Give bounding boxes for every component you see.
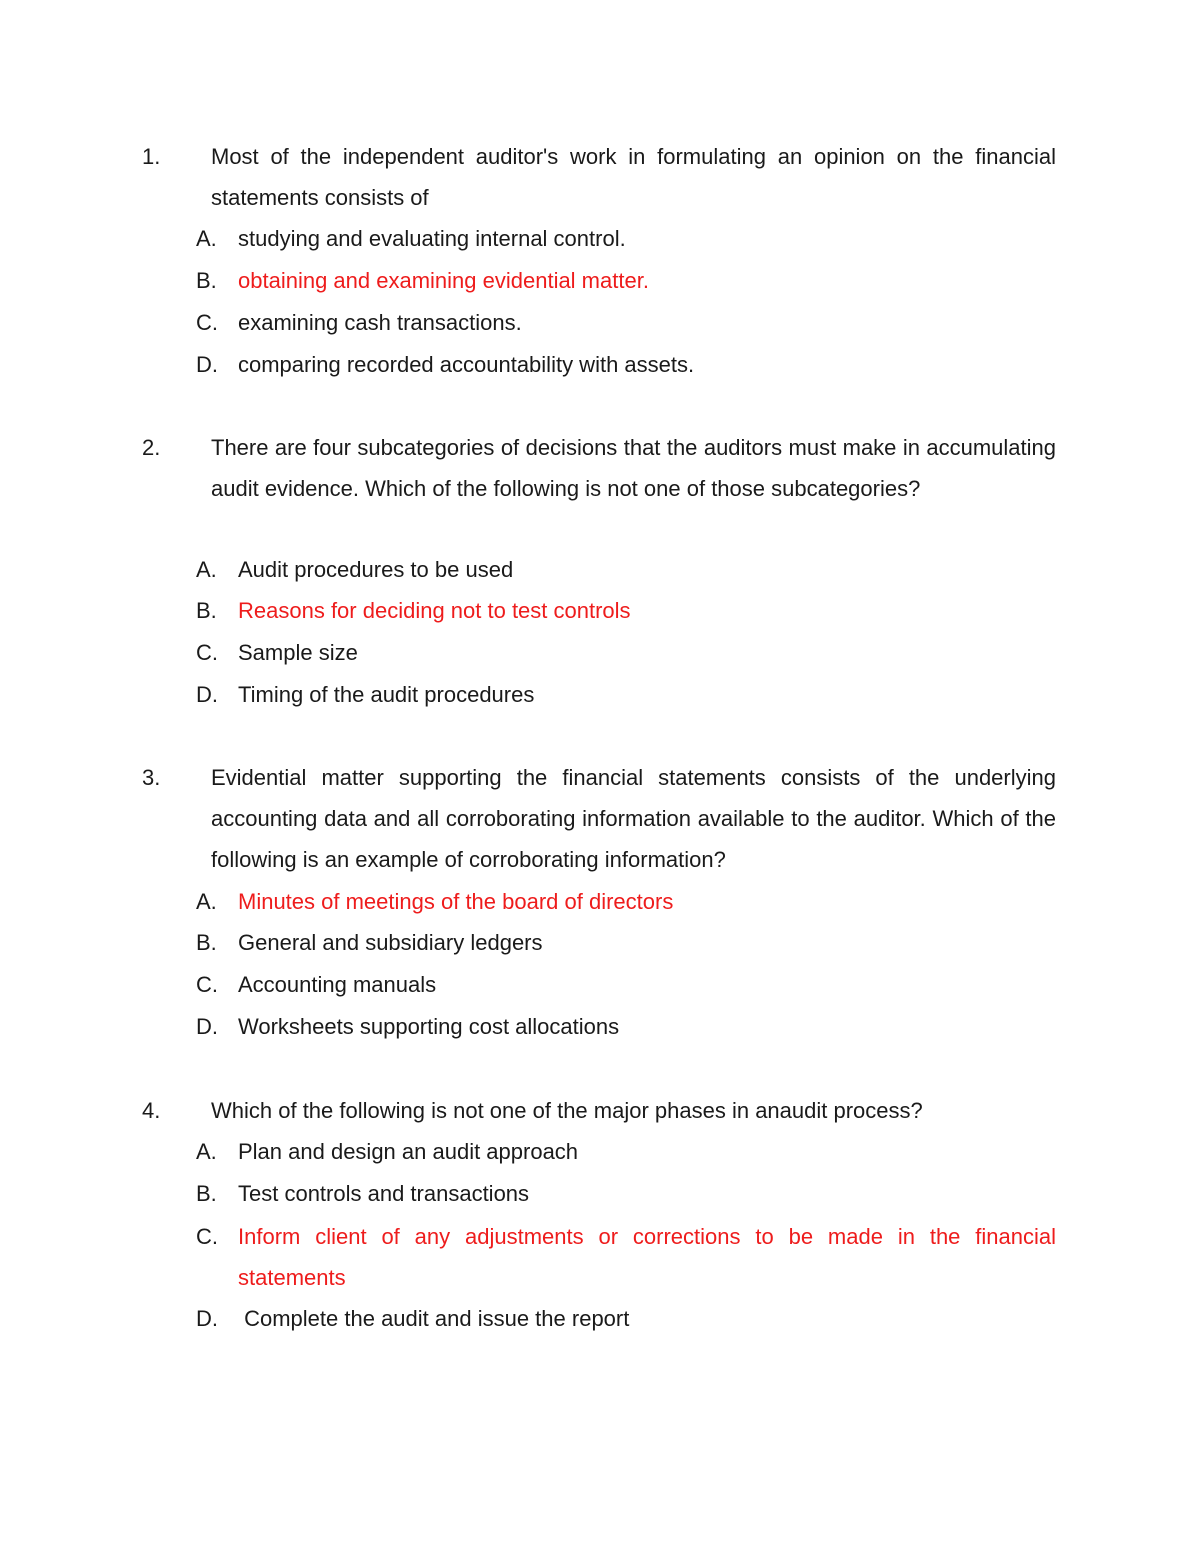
option-letter: C. bbox=[196, 310, 218, 335]
option-1b-correct bbox=[196, 260, 1056, 301]
option-letter: A. bbox=[196, 1139, 217, 1164]
option-letter: D. bbox=[196, 352, 218, 377]
option-1d bbox=[196, 344, 1056, 385]
option-1c bbox=[196, 302, 1056, 343]
question-number: 4. bbox=[142, 1098, 161, 1123]
option-3a-correct bbox=[196, 881, 1056, 922]
option-text: General and subsidiary ledgers bbox=[238, 930, 543, 955]
option-letter: C. bbox=[196, 640, 218, 665]
option-letter: B. bbox=[196, 930, 217, 955]
option-text: Worksheets supporting cost allocations bbox=[238, 1014, 620, 1039]
option-2a bbox=[196, 549, 1056, 590]
option-text: comparing recorded accountability with assets. bbox=[238, 352, 695, 377]
option-text: Sample size bbox=[238, 640, 358, 665]
option-text: Timing of the audit procedures bbox=[238, 682, 535, 707]
option-text: Complete the audit and issue the report bbox=[238, 1306, 630, 1331]
option-3c bbox=[196, 964, 1056, 1005]
option-text: obtaining and examining evidential matter. bbox=[238, 268, 649, 293]
option-letter: A. bbox=[196, 557, 217, 582]
option-text: examining cash transactions. bbox=[238, 310, 522, 335]
option-2b-correct bbox=[196, 590, 1056, 631]
option-text: Audit procedures to be used bbox=[238, 557, 514, 582]
option-letter: D. bbox=[196, 1306, 218, 1331]
option-letter: C. bbox=[196, 972, 218, 997]
option-text: Accounting manuals bbox=[238, 972, 437, 997]
option-letter: B. bbox=[196, 598, 217, 623]
option-3b bbox=[196, 922, 1056, 963]
option-letter: D. bbox=[196, 682, 218, 707]
question-text: Evidential matter supporting the financial statements consists of the underlying accounting data and all corroborating information available to the auditor. Which of the following is an example of corroborating information? bbox=[211, 765, 1056, 872]
option-text: Test controls and transactions bbox=[238, 1181, 530, 1206]
option-letter: A. bbox=[196, 889, 217, 914]
option-1a bbox=[196, 218, 1056, 259]
option-4d bbox=[196, 1298, 1056, 1339]
option-4c-correct bbox=[196, 1216, 1056, 1290]
option-3d bbox=[196, 1006, 1056, 1047]
question-text: There are four subcategories of decisions that the auditors must make in accumulating audit evidence. Which of the following is not one of those subcategories? bbox=[211, 435, 1056, 501]
option-text: studying and evaluating internal control. bbox=[238, 226, 626, 251]
option-text: Reasons for deciding not to test controls bbox=[238, 598, 631, 623]
question-number: 3. bbox=[142, 765, 161, 790]
option-text: Inform client of any adjustments or corrections to be made in the financial statements bbox=[238, 1224, 1056, 1290]
question-text: Most of the independent auditor's work in formulating an opinion on the financial statements consists of bbox=[211, 144, 1056, 210]
option-4a bbox=[196, 1131, 1056, 1172]
option-2d bbox=[196, 674, 1056, 715]
option-text: Minutes of meetings of the board of directors bbox=[238, 889, 674, 914]
option-text: Plan and design an audit approach bbox=[238, 1139, 579, 1164]
option-4b bbox=[196, 1173, 1056, 1214]
question-number: 2. bbox=[142, 435, 161, 460]
option-letter: C. bbox=[196, 1224, 218, 1249]
option-letter: B. bbox=[196, 1181, 217, 1206]
question-text: Which of the following is not one of the major phases in anaudit process? bbox=[211, 1098, 923, 1123]
option-letter: B. bbox=[196, 268, 217, 293]
question-number: 1. bbox=[142, 144, 161, 169]
option-letter: D. bbox=[196, 1014, 218, 1039]
option-2c bbox=[196, 632, 1056, 673]
option-letter: A. bbox=[196, 226, 217, 251]
